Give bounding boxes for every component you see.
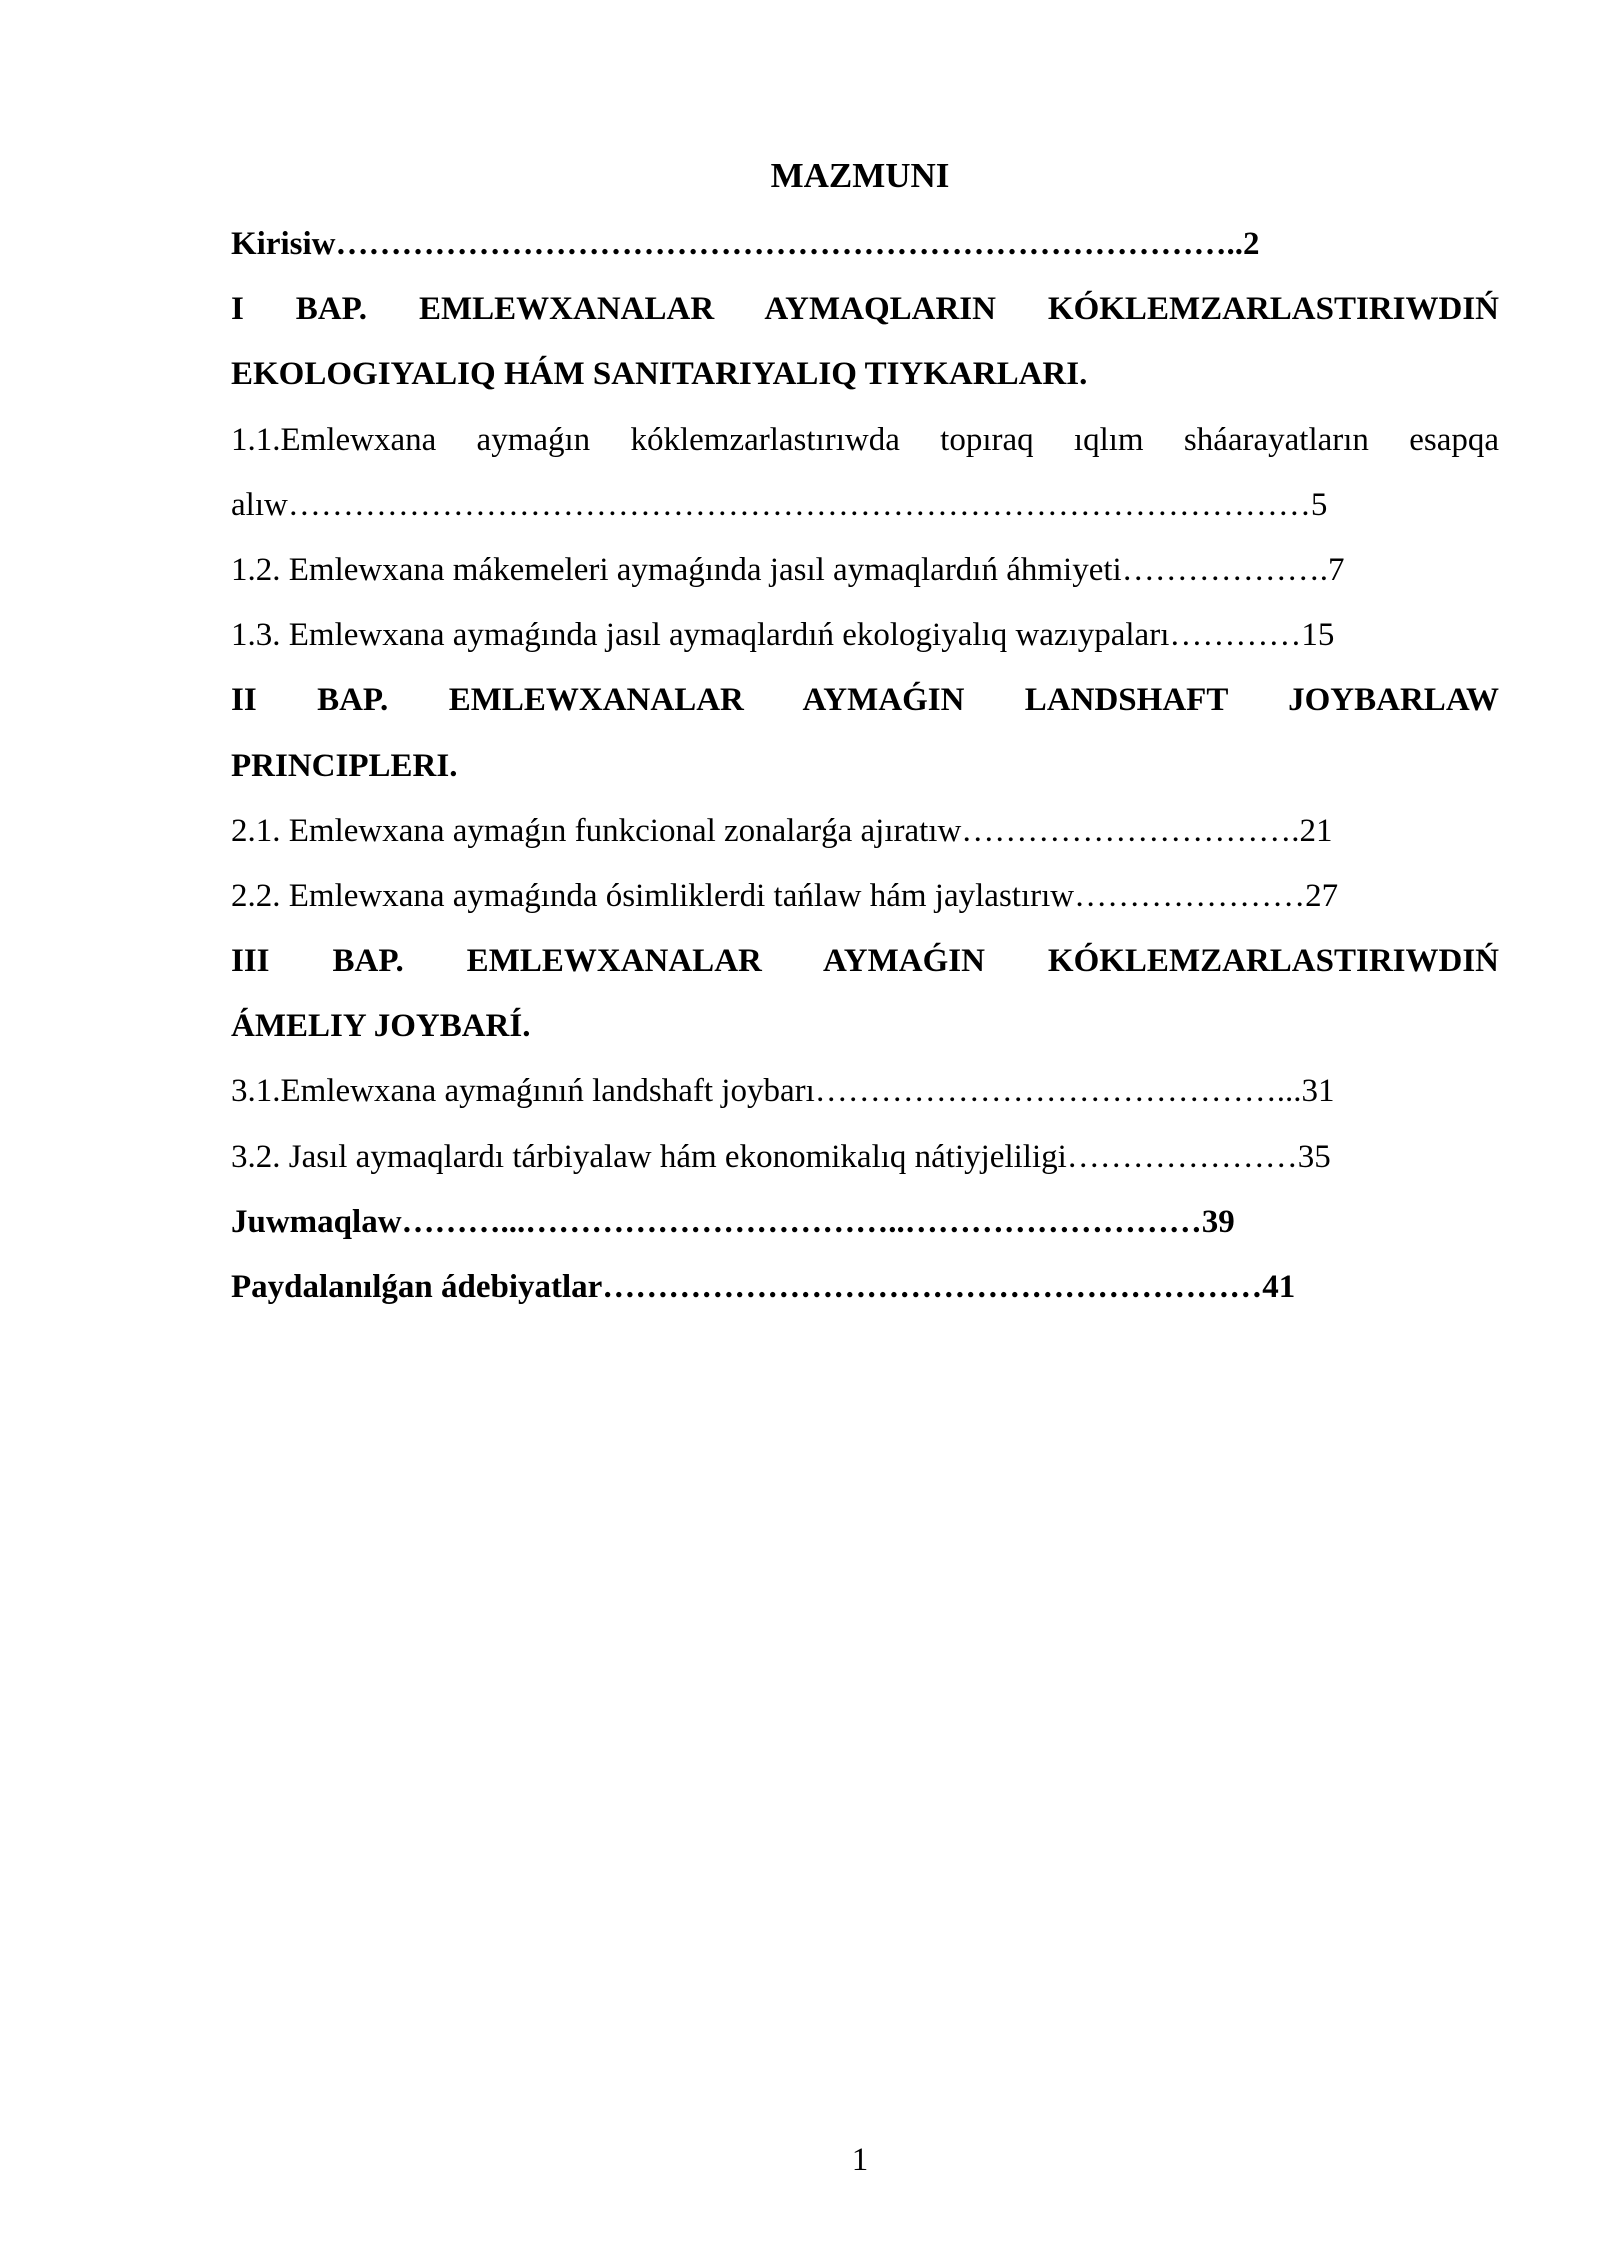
toc-entry-1-1-cont: alıw…………………………………………………………………………………5 <box>231 486 1328 523</box>
toc-entry-3-1: 3.1.Emlewxana aymaǵınıń landshaft joybarı……………………………………...31 <box>231 1073 1335 1110</box>
toc-chapter-3-heading: III BAP. EMLEWXANALAR AYMAǴIN KÓKLEMZARLASTIRIWDIŃ <box>231 943 1499 980</box>
toc-chapter-2-heading-cont: PRINCIPLERI. <box>231 747 458 784</box>
toc-chapter-1-heading: I BAP. EMLEWXANALAR AYMAQLARIN KÓKLEMZARLASTIRIWDIŃ <box>231 291 1499 328</box>
toc-entry-3-2: 3.2. Jasıl aymaqlardı tárbiyalaw hám ekonomikalıq nátiyjeliligi…………………35 <box>231 1138 1331 1175</box>
toc-entry-references: Paydalanılǵan ádebiyatlar……………………………………………………41 <box>231 1269 1296 1305</box>
toc-entry-1-3: 1.3. Emlewxana aymaǵında jasıl aymaqlardıń ekologiyalıq wazıypaları…………15 <box>231 617 1335 654</box>
toc-chapter-3-heading-cont: ÁMELIY JOYBARÍ. <box>231 1008 531 1045</box>
page-number: 1 <box>851 2142 869 2178</box>
toc-entry-introduction: Kirisiw………………………………………………………………………..2 <box>231 226 1260 262</box>
toc-entry-1-1: 1.1.Emlewxana aymaǵın kóklemzarlastırıwda topıraq ıqlım sháarayatların esapqa <box>231 421 1499 458</box>
toc-chapter-2-heading: II BAP. EMLEWXANALAR AYMAǴIN LANDSHAFT JOYBARLAW <box>231 682 1499 719</box>
toc-entry-2-1: 2.1. Emlewxana aymaǵın funkcional zonalarǵa ajıratıw………………………….21 <box>231 812 1333 849</box>
toc-entry-1-2: 1.2. Emlewxana mákemeleri aymaǵında jasıl aymaqlardıń áhmiyeti……………….7 <box>231 551 1345 588</box>
toc-entry-2-2: 2.2. Emlewxana aymaǵında ósimliklerdi tańlaw hám jaylastırıw…………………27 <box>231 877 1339 914</box>
page-title: MAZMUNI <box>770 156 950 195</box>
table-of-contents <box>231 212 1499 1320</box>
toc-entry-conclusion: Juwmaqlaw………...……………………………..………………………39 <box>231 1203 1235 1240</box>
toc-chapter-1-heading-cont: EKOLOGIYALIQ HÁM SANITARIYALIQ TIYKARLARI. <box>231 356 1088 393</box>
